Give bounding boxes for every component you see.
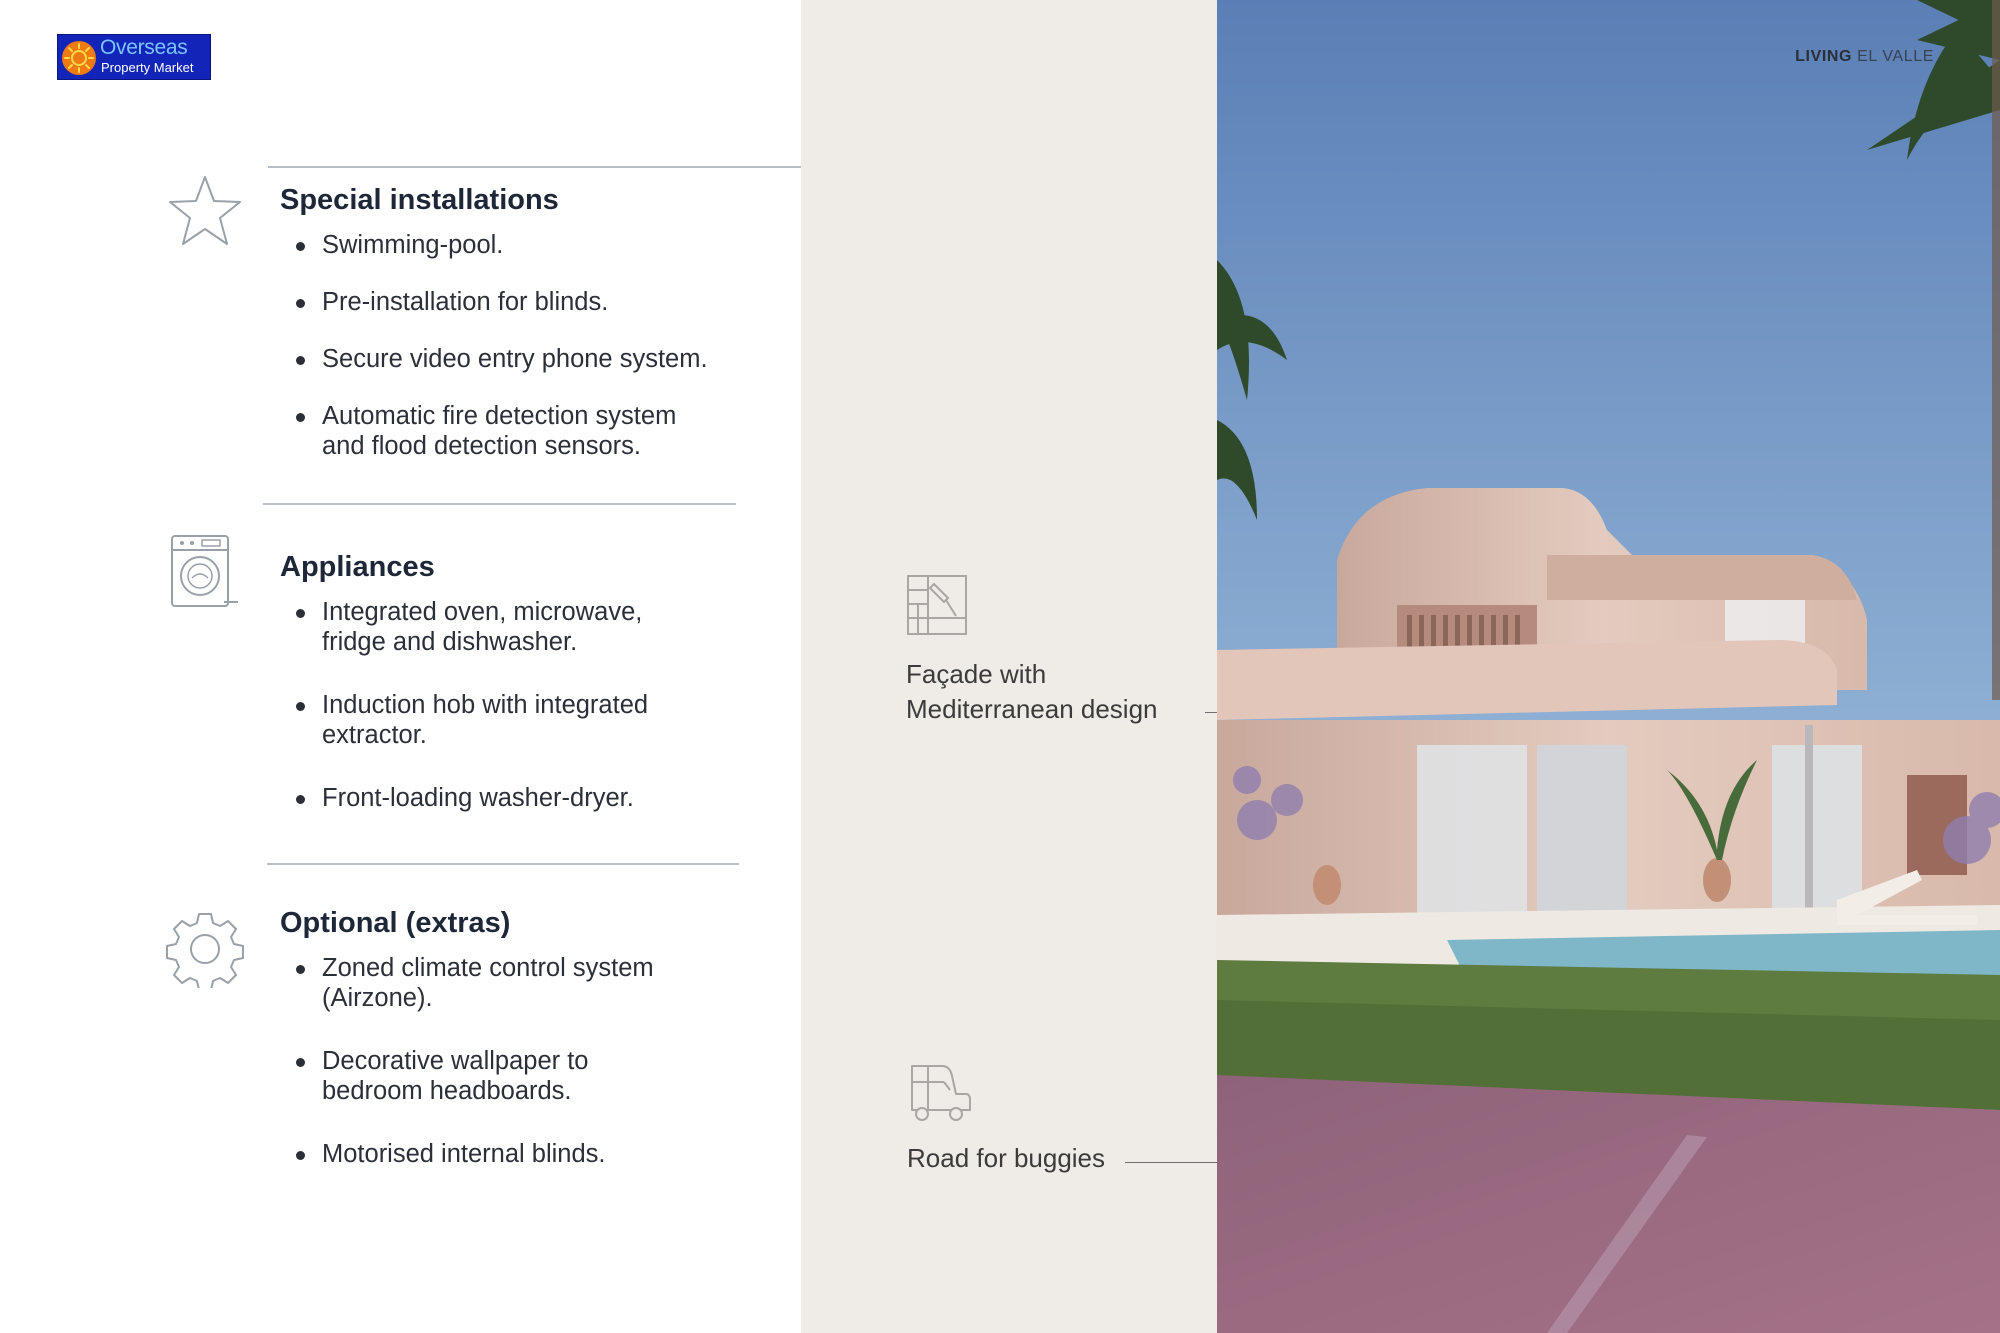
- section-title-special-installations: Special installations: [280, 184, 559, 216]
- list-item: Motorised internal blinds.: [296, 1139, 605, 1169]
- optional-extras-list: [296, 953, 776, 1183]
- list-item: Secure video entry phone system.: [296, 344, 708, 374]
- list-item: Integrated oven, microwave, fridge and dishwasher.: [296, 597, 642, 657]
- buggy-icon: [906, 1060, 972, 1126]
- logo-brand-name: Overseas: [100, 36, 188, 59]
- section-divider: [268, 166, 801, 168]
- logo-tagline: Property Market: [101, 60, 194, 75]
- list-item: Pre-installation for blinds.: [296, 287, 608, 317]
- list-item: Decorative wallpaper to bedroom headboards.: [296, 1046, 588, 1106]
- company-logo: [57, 34, 211, 80]
- feature-label-buggy-road: Road for buggies: [907, 1143, 1106, 1173]
- list-item: Induction hob with integrated extractor.: [296, 690, 648, 750]
- feature-label-facade: Façade with Mediterranean design: [906, 659, 1158, 724]
- facade-icon: [904, 572, 970, 638]
- list-item: Front-loading washer-dryer.: [296, 783, 634, 813]
- washing-machine-icon: [166, 532, 244, 610]
- section-title-optional-extras: Optional (extras): [280, 907, 511, 939]
- page-tag: LIVING EL VALLE: [1795, 48, 1934, 65]
- section-title-appliances: Appliances: [280, 551, 435, 583]
- section-divider: [267, 863, 739, 865]
- section-divider: [263, 503, 736, 505]
- sun-logo-icon: [61, 40, 97, 76]
- special-installations-list: [296, 230, 776, 470]
- gear-icon: [166, 910, 244, 988]
- list-item: Automatic fire detection system and flood detection sensors.: [296, 401, 676, 461]
- list-item: Swimming-pool.: [296, 230, 503, 260]
- villa-photo: [1217, 0, 2000, 1333]
- appliances-list: [296, 597, 776, 827]
- list-item: Zoned climate control system (Airzone).: [296, 953, 654, 1013]
- star-icon: [166, 172, 244, 250]
